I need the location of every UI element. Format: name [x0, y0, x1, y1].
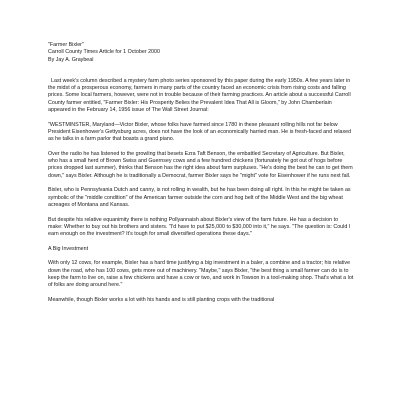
body-paragraph: With only 12 cows, for example, Bixler has a hard time justifying a big investment in a baler, a combine and a tractor; his relative down the road, who has 100 cows, gets more out of machinery. "Maybe," says Bixler, "the best thing a small farmer can do is to keep the farm to live on, raise a few chickens and have a cow or two, and work in Towson in a tool-making shop. That's what a lot of folks are doing around here." [48, 260, 354, 289]
body-paragraph: Meanwhile, though Bixler works a lot with his hands and is still planting crops with the traditional [48, 296, 275, 303]
body-paragraph: Last week's column described a mystery farm photo series sponsored by this paper during the early 1950s. A few years later in the midst of a prosperous economy, farmers in many parts of the country faced an economic crisis from rising costs and falling prices. Some local farmers, however, were not in trouble because of their farming practices. An article about a successful Carroll County farmer entitled, "Farmer Bixler: His Prosperity Belies the Prevalent Idea That All is Gloom," by John Chamberlain appeared in the February 14, 1956 issue of The Wall Street Journal: [48, 77, 351, 114]
body-paragraph: Over the radio he has listened to the growling that besets Ezra Taft Benson, the embattled Secretary of Agriculture. But Bixler, who has a small herd of Brown Swiss and Guernsey cows and a few hundred chickens (fortunately he got out of hogs before prices dropped last summer), thinks that Benson has the right idea about farm surpluses. "He's doing the best he can to get them down," says Bixler. Although he is traditionally a Democrat, farmer Bixler says he "might" vote for Eisenhower if he runs next fall. [48, 150, 353, 179]
byline: By Jay A. Graybeal [48, 56, 94, 63]
article-header [48, 42, 354, 64]
body-paragraph: "WESTMINSTER, Maryland—Victor Bixler, whose folks have farmed since 1780 in these pleasant rolling hills not far below President Eisenhower's Gettysburg acres, does not have the look of an economically harried man. He is fresh-faced and relaxed as he talks in a farm parlor that boasts a grand piano. [48, 121, 352, 143]
publication-line: Carroll County Times Article for 1 October 2000 [48, 49, 160, 56]
body-paragraph: But despite his relative equanimity there is nothing Pollyannaish about Bixler's view of the farm future. He has a decision to make: Whether to buy out his brothers and sisters. "I'd have to put $25,000 to $30,000 into it," he says. "The question is: Could I earn enough on the investment? It's tough for small diversified operations these days." [48, 216, 351, 238]
body-paragraph: Bixler, who is Pennsylvania Dutch and canny, is not rolling in wealth, but he has been doing all right. In this he might be taken as symbolic of the "middle condition" of the American farmer outside the corn and hog belt of the Middle West and the big wheat acreages of Montana and Kansas. [48, 187, 351, 208]
page-bottom-edge [0, 394, 400, 400]
article-title: "Farmer Bixler" [48, 42, 84, 48]
section-heading: A Big Investment [48, 245, 89, 252]
